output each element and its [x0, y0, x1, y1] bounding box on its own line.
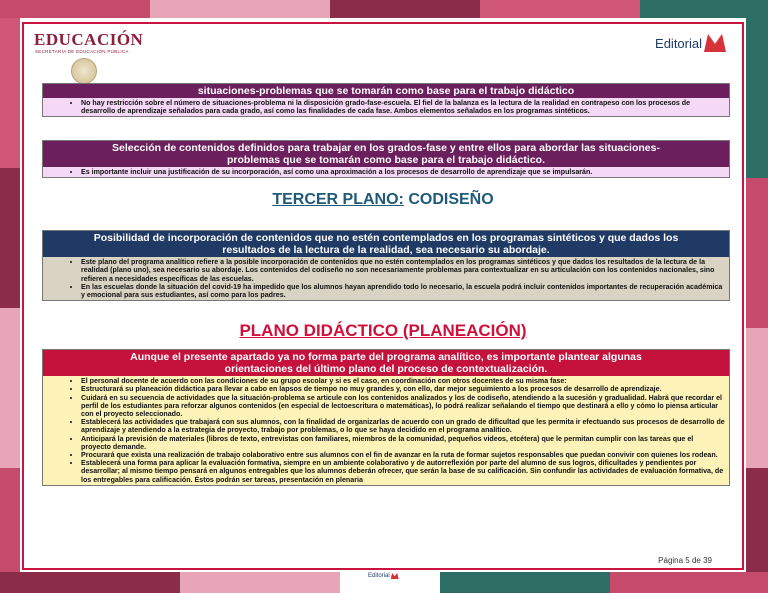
list-item: • Es importante incluir una justificación de su incorporación, así como una aproximación a los procesos de desarrollo de aprendizaje que se impulsarán. — [81, 168, 725, 176]
list-item: • No hay restricción sobre el número de situaciones-problema ni la disposición grado-fase-escuela. El fiel de la balanza es la lectura de la realidad en contrapeso con los procesos de desarrollo de aprendizaje señalados para cada grado, así como las finalidades de cada fase. Ambos elementos señalados en los programas sintéticos. — [81, 99, 725, 115]
background-tile — [0, 18, 20, 168]
background-tile — [0, 308, 20, 468]
bullet-list — [43, 98, 729, 116]
background-tile — [150, 0, 330, 18]
bullet-list — [43, 376, 729, 485]
background-tile — [330, 0, 480, 18]
section-heading: Aunque el presente apartado ya no forma parte del programa analítico, es importante plantear algunas orientaciones del último plano del proceso de contextualización. — [43, 350, 729, 376]
background-tile — [0, 0, 150, 18]
list-item: • Establecerá las actividades que trabajará con sus alumnos, con la finalidad de organizarlas de acuerdo con un grado de dificultad que les permita ir efectuando sus procesos de desarrollo de aprendizaje y atendiendo a la estrategia de proyecto, trabajo por problemas, o lo que se haya decidido en el programa analítico. — [81, 418, 725, 434]
background-tile — [440, 572, 610, 593]
list-item: • Procurará que exista una realización de trabajo colaborativo entre sus alumnos con el fin de avanzar en la ruta de formar sujetos responsables que puedan convivir con quienes los rodean. — [81, 451, 725, 459]
bullet-list — [43, 257, 729, 300]
background-tile — [480, 0, 640, 18]
background-tile — [0, 168, 20, 308]
title-plano-didactico: PLANO DIDÁCTICO (PLANEACIÓN) — [239, 321, 527, 340]
title-rest: CODISEÑO — [403, 191, 494, 208]
background-tile — [180, 572, 340, 593]
national-seal-icon — [71, 58, 97, 84]
brand-text: Editorial — [655, 35, 702, 51]
background-tile — [746, 328, 768, 468]
sep-logo-subtitle: SECRETARÍA DE EDUCACIÓN PÚBLICA — [35, 49, 129, 54]
background-tile — [0, 572, 180, 593]
list-item: • En las escuelas donde la situación del covid-19 ha impedido que los alumnos hayan aprendido todo lo necesario, la escuela podrá incluir contenidos importantes de recuperación académica y emocional para sus estudiantes, así como para los padres. — [81, 283, 725, 299]
sep-logo-text: EDUCACIÓN — [34, 30, 144, 49]
editorial-md-logo — [655, 34, 726, 52]
list-item: • Establecerá una forma para aplicar la evaluación formativa, siempre en un ambiente colaborativo y de autorreflexión por parte del alumno de sus logros, dificultades y pendientes por desarrollar; al mismo tiempo pensará en algunos entregables que los alumnos deberán ofrecer, que serán la base de su calificación. Sin confundir las actividades de evaluación formativa, de los entregables para calificación. Éstos podrán ser tareas, presentación en plenaria — [81, 459, 725, 484]
page-number: Página 5 de 39 — [658, 556, 712, 565]
title-tercer-plano — [24, 191, 742, 209]
list-item: • Estructurará su planeación didáctica para llevar a cabo en lapsos de tiempo no muy grandes y, con ello, dar mejor seguimiento a los procesos de desarrollo de aprendizaje. — [81, 385, 725, 393]
list-item: • Cuidará en su secuencia de actividades que la situación-problema se articule con los contenidos analizados y los de codiseño, atendiendo a la sucesión y gradualidad. Habrá que recordar el perfil de los estudiantes para reforzar algunos contenidos (en especial de lectoescritura o matemáticas), lo podrá realizar señalando el tiempo que destinará a ello y cómo lo piensa articular con el proyecto seleccionado. — [81, 394, 725, 419]
title-prefix: TERCER PLANO: — [272, 191, 404, 208]
list-item: • Este plano del programa analítico refiere a la posible incorporación de contenidos que no estén contemplados en los programas sintéticos y que dados los resultados de la lectura de la realidad (plano uno), sea necesario su abordaje. Los contenidos del codiseño no son necesariamente problemas para contextualizar en su articulación con los contenidos nacionales, sino refieren a necesidades específicas de las escuelas. — [81, 258, 725, 283]
footer-brand-text: Editorial — [368, 573, 390, 579]
section-codiseno — [42, 230, 730, 301]
section-seleccion-contenidos — [42, 140, 730, 178]
section-heading: situaciones-problemas que se tomarán como base para el trabajo didáctico — [43, 84, 729, 98]
md-logo-icon — [391, 573, 399, 579]
section-situaciones — [42, 83, 730, 117]
background-tile — [640, 0, 768, 18]
background-tile — [610, 572, 768, 593]
footer-brand-logo — [368, 573, 399, 579]
list-item: • Anticipará la previsión de materiales (libros de texto, entrevistas con familiares, miembros de la comunidad, pequeños videos, etcétera) que le permitan cumplir con las tareas que el proyecto demande. — [81, 435, 725, 451]
bullet-list — [43, 167, 729, 177]
section-heading: Selección de contenidos definidos para trabajar en los grados-fase y entre ellos para abordar las situaciones-problemas que se tomarán como base para el trabajo didáctico. — [43, 141, 729, 167]
background-tile — [746, 178, 768, 328]
section-heading: Posibilidad de incorporación de contenidos que no estén contemplados en los programas sintéticos y que dados los resultados de la lectura de la realidad, sea necesario su abordaje. — [43, 231, 729, 257]
section-plano-didactico — [42, 349, 730, 486]
md-logo-icon — [704, 34, 726, 52]
list-item: • El personal docente de acuerdo con las condiciones de su grupo escolar y si es el caso, en coordinación con otros docentes de su misma fase: — [81, 377, 725, 385]
background-tile — [746, 18, 768, 178]
document-page — [22, 22, 744, 570]
